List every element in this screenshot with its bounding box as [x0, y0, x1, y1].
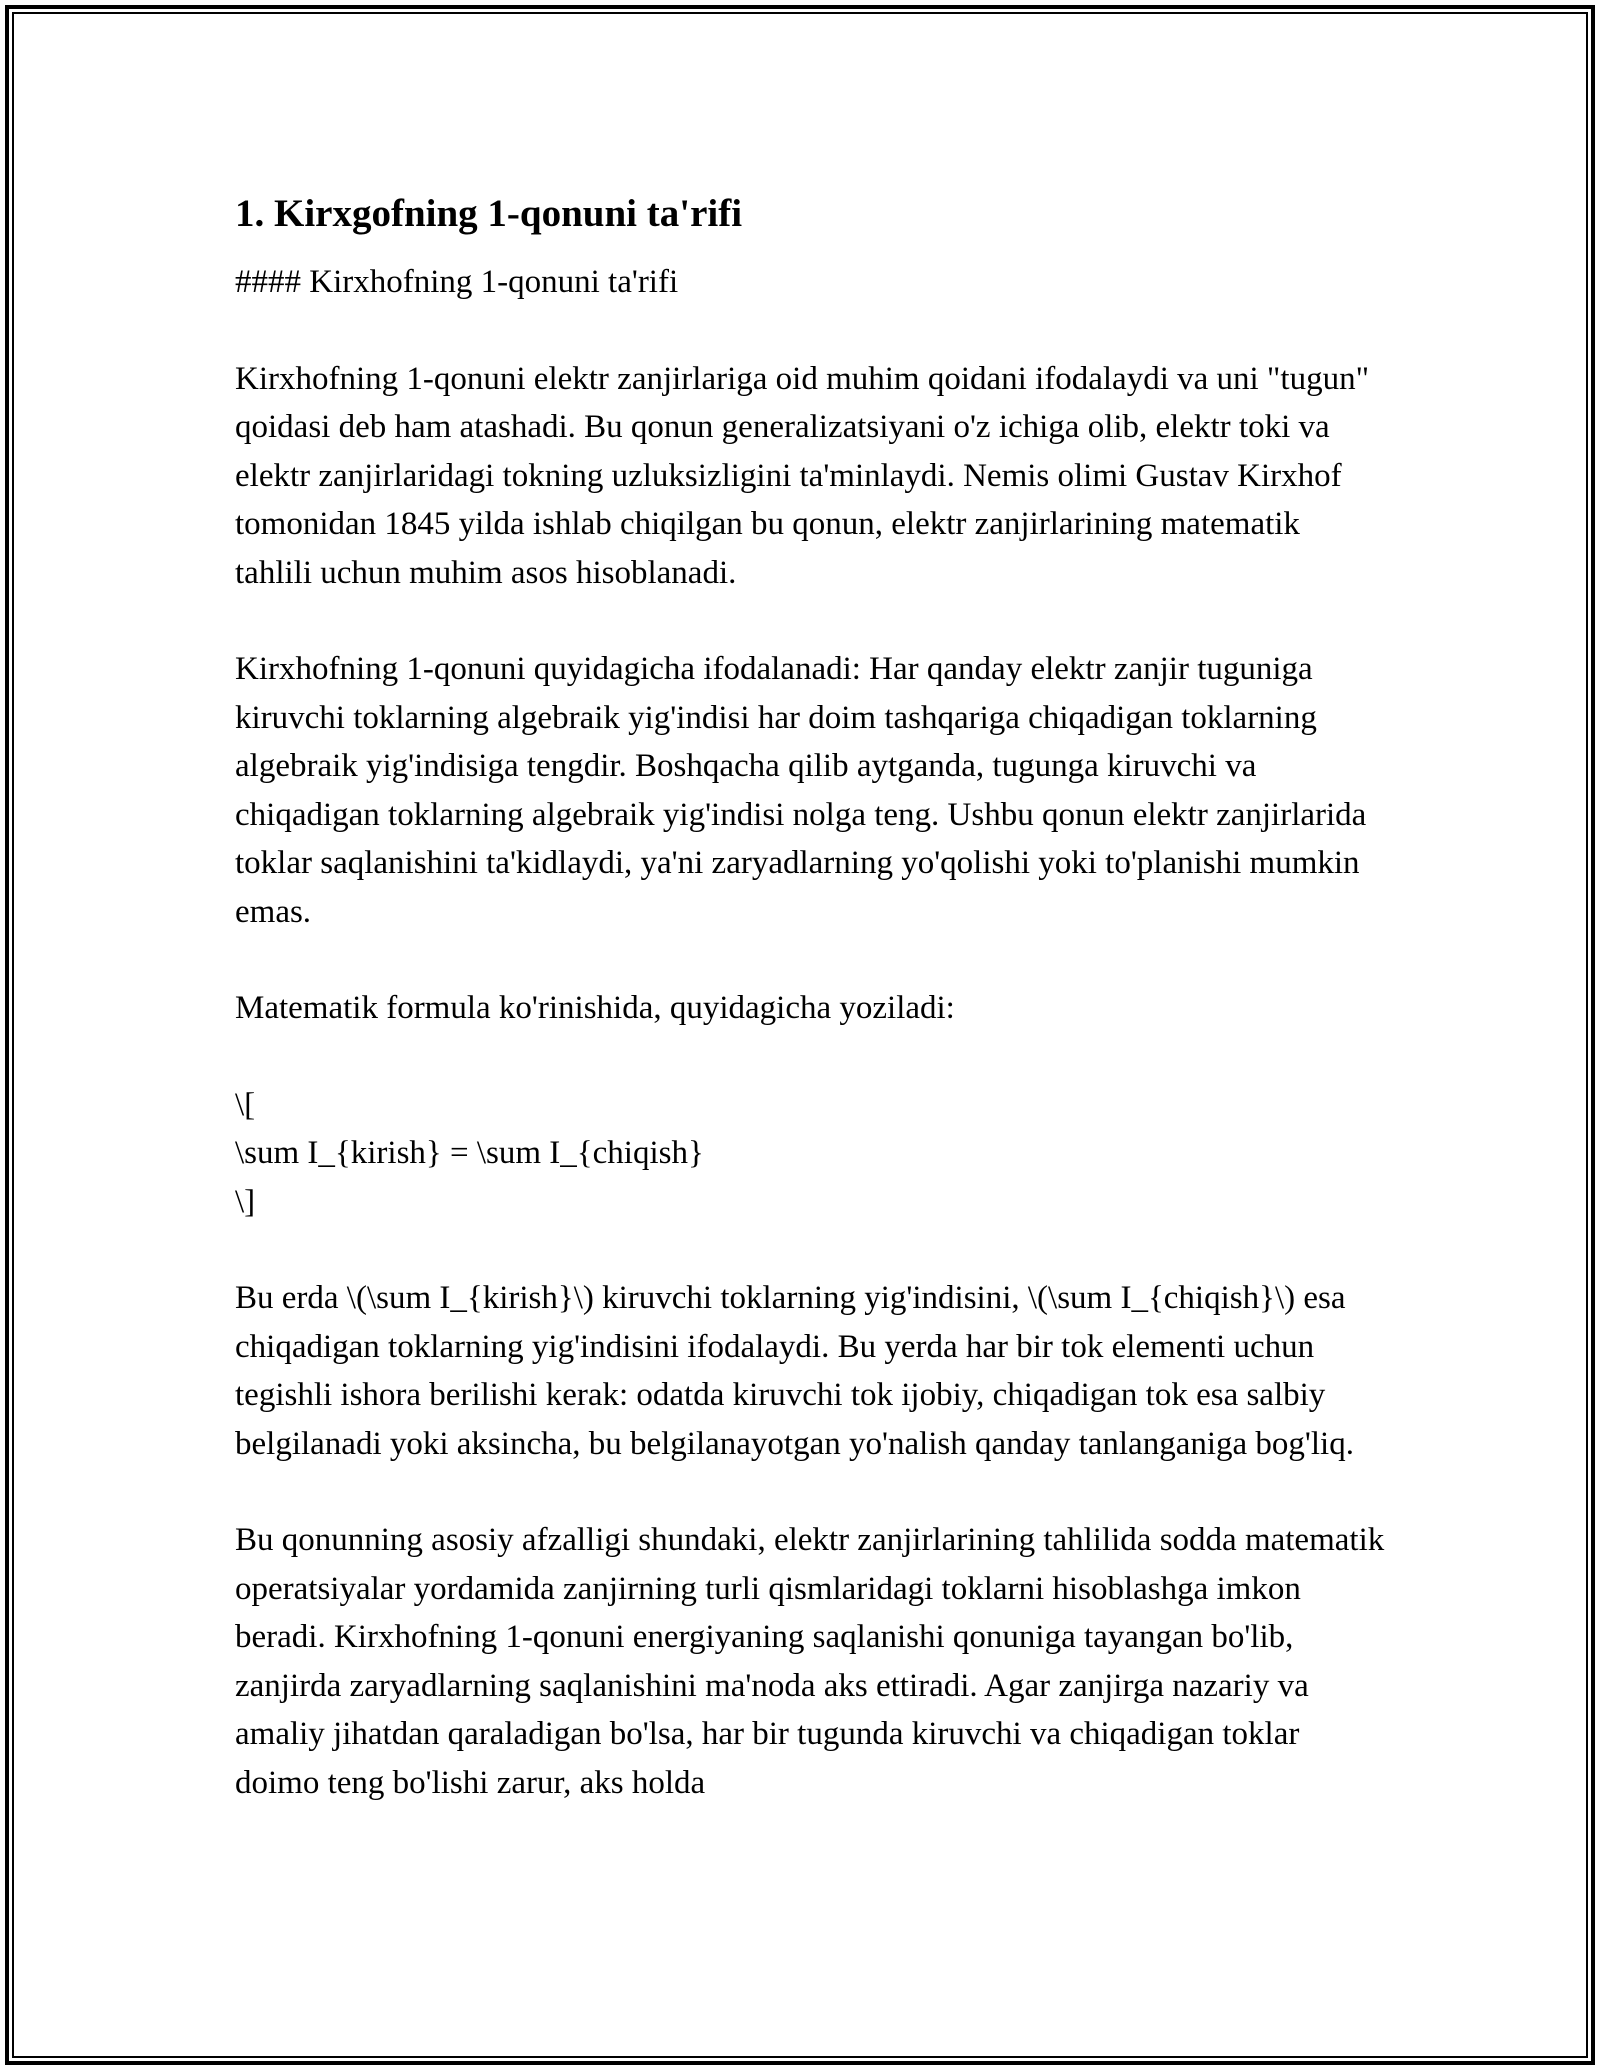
paragraph-definition: Kirxhofning 1-qonuni elektr zanjirlariga oid muhim qoidani ifodalaydi va uni "tugun" qoidasi deb ham atashadi. Bu qonun generalizatsiyani o'z ichiga olib, elektr toki va elektr zanjirlaridagi tokning uzluksizligini ta'minlaydi. Nemis olimi Gustav Kirxhof tomonidan 1845 yilda ishlab chiqilgan bu qonun, elektr zanjirlarining matematik tahlili uchun muhim asos hisoblanadi.: [235, 360, 1370, 591]
paragraph-formula-intro: Matematik formula ko'rinishida, quyidagicha yoziladi:: [235, 990, 955, 1026]
paragraph-advantage: Bu qonunning asosiy afzalligi shundaki, elektr zanjirlarining tahlilida sodda matematik operatsiyalar yordamida zanjirning turli qismlaridagi toklarni hisoblashga imkon beradi. Kirxhofning 1-qonuni energiyaning saqlanishi qonuniga tayangan bo'lib, zanjirda zaryadlarning saqlanishini ma'noda aks ettiradi. Agar zanjirga nazariy va amaliy jihatdan qaraladigan bo'lsa, har bir tugunda kiruvchi va chiqadigan toklar doimo teng bo'lishi zarur, aks holda: [235, 1522, 1385, 1801]
document-body: [235, 186, 1385, 1807]
paragraph-explanation: Bu erda \(\sum I_{kirish}\) kiruvchi toklarning yig'indisini, \(\sum I_{chiqish}\) esa chiqadigan toklarning yig'indisini ifodalaydi. Bu yerda har bir tok elementi uchun tegishli ishora berilishi kerak: odatda kiruvchi tok ijobiy, chiqadigan tok esa salbiy belgilanadi yoki aksincha, bu belgilanayotgan yo'nalish qanday tanlanganiga bog'liq.: [235, 1280, 1354, 1462]
formula-body: \sum I_{kirish} = \sum I_{chiqish}: [235, 1135, 704, 1171]
document-subheading: #### Kirxhofning 1-qonuni ta'rifi: [235, 264, 679, 300]
formula-open: \[: [235, 1086, 256, 1123]
formula-block: [235, 1081, 1385, 1227]
document-heading: 1. Kirxgofning 1-qonuni ta'rifi: [235, 192, 743, 235]
paragraph-statement: Kirxhofning 1-qonuni quyidagicha ifodalanadi: Har qanday elektr zanjir tuguniga kiruvchi toklarning algebraik yig'indisi har doim tashqariga chiqadigan toklarning algebraik yig'indisiga tengdir. Boshqacha qilib aytganda, tugunga kiruvchi va chiqadigan toklarning algebraik yig'indisi nolga teng. Ushbu qonun elektr zanjirlarida toklar saqlanishini ta'kidlaydi, ya'ni zaryadlarning yo'qolishi yoki to'planishi mumkin emas.: [235, 651, 1367, 930]
formula-close: \]: [235, 1183, 256, 1220]
